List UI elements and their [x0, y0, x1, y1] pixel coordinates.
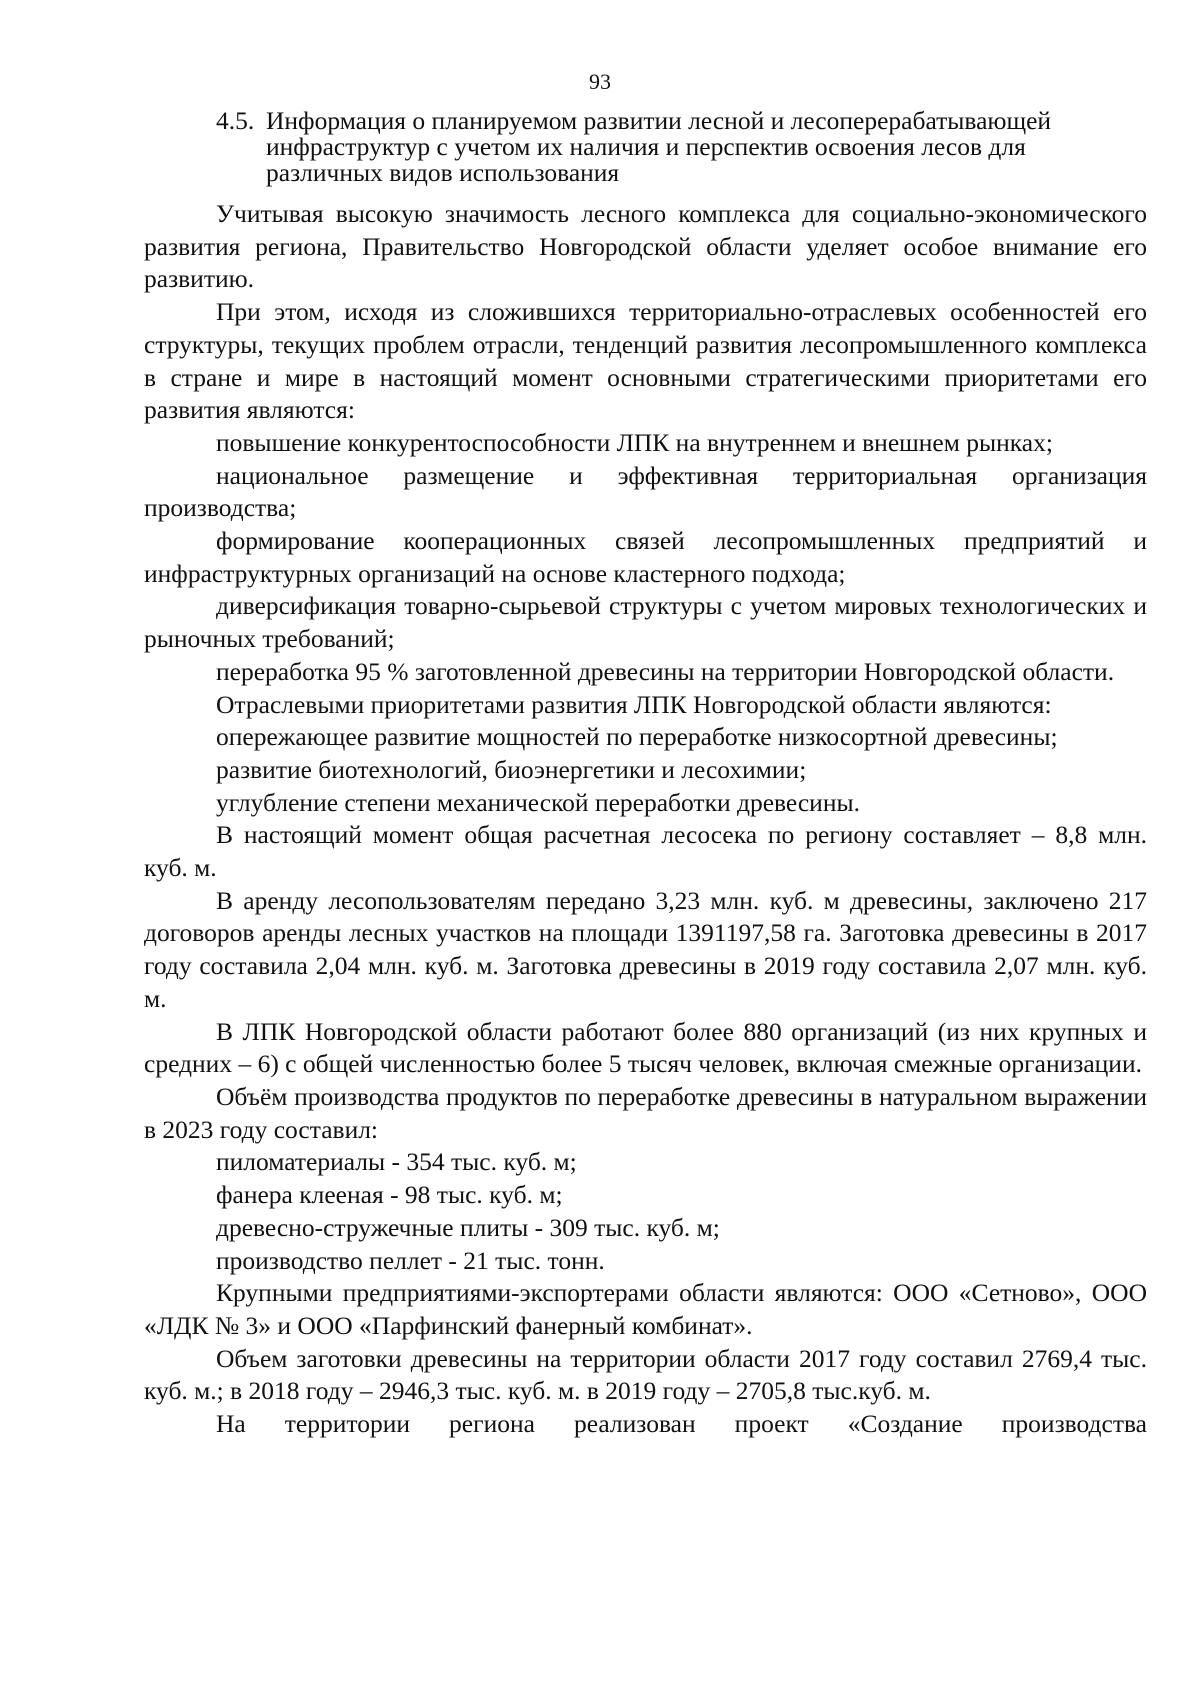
heading-text-1: Информация о планируемом развитии лесной и лесоперерабатывающей	[266, 106, 1052, 135]
heading-line-2: инфраструктур с учетом их наличия и перспектив освоения лесов для	[266, 132, 1026, 161]
paragraph: переработка 95 % заготовленной древесины на территории Новгородской области.	[216, 656, 1115, 686]
paragraph: производство пеллет - 21 тыс. тонн.	[216, 1245, 605, 1275]
paragraph: Отраслевыми приоритетами развития ЛПК Новгородской области являются:	[216, 689, 1052, 719]
paragraph: В ЛПК Новгородской области работают более 880 организаций (из них крупных и средних – 6) с общей численностью более 5 тысяч человек, включая смежные организации.	[144, 1016, 1147, 1079]
paragraph: углубление степени механической переработки древесины.	[216, 787, 860, 817]
paragraph: При этом, исходя из сложившихся территориально-отраслевых особенностей его структуры, текущих проблем отрасли, тенденций развития лесопромышленного комплекса в стране и мире в настоящий момент основными стратегическими приоритетами его развития являются:	[144, 297, 1147, 425]
page-number: 93	[589, 69, 611, 94]
paragraph: национальное размещение и эффективная территориальная организация производства;	[144, 460, 1147, 523]
paragraph: формирование кооперационных связей лесопромышленных предприятий и инфраструктурных организаций на основе кластерного подхода;	[144, 526, 1147, 588]
paragraph: пиломатериалы - 354 тыс. куб. м;	[216, 1147, 577, 1177]
heading-line-3: различных видов использования	[266, 158, 620, 187]
paragraph: развитие биотехнологий, биоэнергетики и лесохимии;	[216, 754, 807, 784]
section-heading	[216, 108, 1171, 186]
paragraph: В настоящий момент общая расчетная лесосека по региону составляет – 8,8 млн. куб. м.	[144, 820, 1147, 883]
document-body	[144, 198, 1147, 1441]
paragraph: Крупными предприятиями-экспортерами области являются: ООО «Сетново», ООО «ЛДК № 3» и ООО «Парфинский фанерный комбинат».	[144, 1278, 1147, 1340]
paragraph: древесно-стружечные плиты - 309 тыс. куб. м;	[216, 1212, 720, 1242]
paragraph: Учитывая высокую значимость лесного комплекса для социально-экономического развития региона, Правительство Новгородской области уделяет особое внимание его развитию.	[144, 199, 1147, 294]
paragraph: Объём производства продуктов по переработке древесины в натуральном выражении в 2023 году составил:	[144, 1081, 1147, 1144]
paragraph: На территории региона реализован проект «Создание производства	[216, 1409, 1147, 1439]
paragraph: В аренду лесопользователям передано 3,23 млн. куб. м древесины, заключено 217 договоров аренды лесных участков на площади 1391197,58 га. Заготовка древесины в 2017 году составила 2,04 млн. куб. м. Заготовка древесины в 2019 году составила 2,07 млн. куб. м.	[144, 885, 1147, 1013]
paragraph: фанера клееная - 98 тыс. куб. м;	[216, 1180, 563, 1210]
paragraph: Объем заготовки древесины на территории области 2017 году составил 2769,4 тыс. куб. м.; в 2018 году – 2946,3 тыс. куб. м. в 2019 году – 2705,8 тыс.куб. м.	[144, 1343, 1147, 1406]
paragraph: диверсификация товарно-сырьевой структуры с учетом мировых технологических и рыночных требований;	[144, 591, 1147, 654]
heading-number: 4.5.	[216, 106, 255, 135]
heading-line-1	[216, 108, 1171, 134]
paragraph: повышение конкурентоспособности ЛПК на внутреннем и внешнем рынках;	[216, 427, 1053, 457]
paragraph: опережающее развитие мощностей по переработке низкосортной древесины;	[216, 722, 1058, 752]
